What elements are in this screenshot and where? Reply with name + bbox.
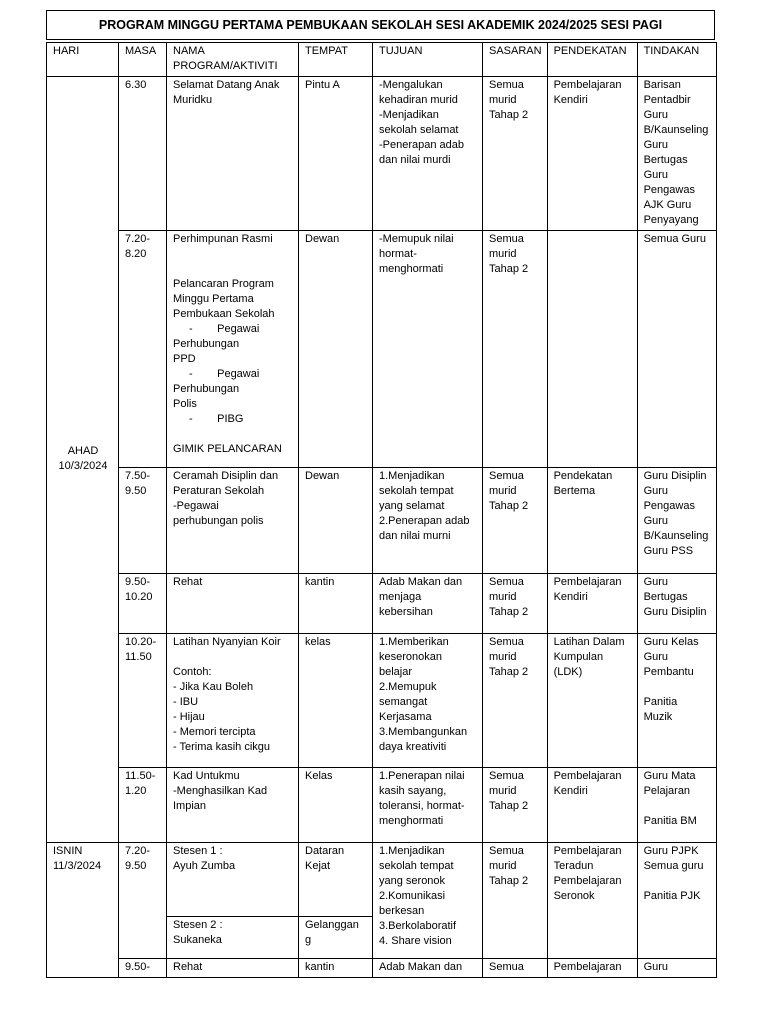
cell-sasaran <box>483 231 548 468</box>
cell-line: 1.Menjadikan <box>379 470 445 482</box>
cell-pendekatan <box>547 634 637 768</box>
cell-tempat <box>299 468 373 574</box>
cell-line: Guru PSS <box>643 545 694 557</box>
cell-line: Kelas <box>305 770 333 782</box>
header-row <box>47 43 717 77</box>
cell-pendekatan <box>547 468 637 574</box>
cell-line: menghormati <box>379 263 444 275</box>
cell-tindakan <box>637 768 716 843</box>
cell-line: 10.20- <box>125 636 157 648</box>
cell-line: Semua Guru <box>643 233 706 245</box>
cell-line: Guru <box>643 515 669 527</box>
cell-line: Pelancaran Program <box>173 278 274 290</box>
cell-tempat <box>299 634 373 768</box>
cell-line: Pelajaran <box>643 785 691 797</box>
cell-nama <box>167 468 299 574</box>
cell-line: Minggu Pertama <box>173 293 254 305</box>
cell-line: Muridku <box>173 94 213 106</box>
cell-line: kasih sayang, <box>379 785 447 797</box>
cell-line: daya kreativiti <box>379 741 447 753</box>
cell-line: Kendiri <box>553 591 588 603</box>
header-sasaran: SASARAN <box>483 43 548 77</box>
cell-pendekatan <box>547 77 637 231</box>
cell-masa <box>119 77 167 231</box>
cell-line: Pembelajaran <box>553 770 622 782</box>
cell-line: 3.Berkolaboratif <box>379 920 457 932</box>
cell-line <box>173 262 293 277</box>
cell-line: 10.20 <box>125 591 153 603</box>
cell-line <box>644 680 711 695</box>
cell-line: - IBU <box>173 696 199 708</box>
cell-line: Dewan <box>305 233 340 245</box>
cell-line: 7.20- <box>125 233 151 245</box>
table-row <box>47 468 717 574</box>
cell-line: 2.Memupuk <box>379 681 437 693</box>
cell-nama <box>167 77 299 231</box>
cell-line: 4. Share vision <box>379 935 452 947</box>
cell-line: Semua <box>489 233 524 245</box>
cell-line: - PIBG <box>189 413 244 425</box>
cell-line: Teradun <box>553 860 594 872</box>
cell-pendekatan <box>547 574 637 634</box>
cell-tindakan <box>637 843 716 959</box>
cell-line: Pembelajaran <box>553 79 622 91</box>
cell-line: murid <box>489 591 517 603</box>
cell-sasaran <box>483 843 548 959</box>
cell-line: 2.Komunikasi <box>379 890 446 902</box>
cell-line: kantin <box>305 576 335 588</box>
cell-line: Adab Makan dan <box>379 576 463 588</box>
cell-line: Adab Makan dan <box>379 961 463 973</box>
cell-masa <box>119 843 167 959</box>
cell-line: perhubungan polis <box>173 515 264 527</box>
cell-line: Kendiri <box>553 94 588 106</box>
cell-line: Semua <box>489 79 524 91</box>
table-row <box>47 634 717 768</box>
cell-line: Semua <box>489 845 524 857</box>
cell-line: Latihan Nyanyian Koir <box>173 636 281 648</box>
cell-line: Perhubungan <box>173 338 240 350</box>
cell-line: Stesen 2 : <box>173 919 223 931</box>
cell-line: murid <box>489 485 517 497</box>
cell-line: Dewan <box>305 470 340 482</box>
cell-line: 7.20- <box>125 845 151 857</box>
header-nama: NAMA PROGRAM/AKTIVITI <box>167 43 299 77</box>
cell-line: Guru <box>643 576 669 588</box>
cell-masa <box>119 574 167 634</box>
cell-line: keseronokan <box>379 651 442 663</box>
header-tempat: TEMPAT <box>299 43 373 77</box>
cell-line: Panitia PJK <box>643 890 701 902</box>
cell-line: Barisan <box>643 79 681 91</box>
day-cell-ahad: AHAD 10/3/2024 <box>47 77 119 843</box>
cell-line <box>173 247 293 262</box>
cell-line: 11.50 <box>125 651 152 663</box>
cell-line: yang seronok <box>379 875 446 887</box>
cell-line: -Penerapan adab <box>379 139 465 151</box>
cell-line: Pembelajaran <box>553 576 622 588</box>
cell-line: Stesen 1 : <box>173 845 223 857</box>
cell-line: 1.Menjadikan <box>379 845 445 857</box>
cell-line: Guru Mata <box>643 770 696 782</box>
cell-line: PPD <box>173 353 196 365</box>
document-title: PROGRAM MINGGU PERTAMA PEMBUKAAN SEKOLAH SESI AKADEMIK 2024/2025 SESI PAGI <box>46 10 715 40</box>
cell-line: Bertugas <box>643 154 688 166</box>
cell-tujuan <box>373 634 483 768</box>
cell-nama <box>167 574 299 634</box>
cell-line: Guru <box>643 651 669 663</box>
cell-line <box>173 427 293 442</box>
cell-line: Polis <box>173 398 197 410</box>
cell-line: Tahap 2 <box>489 666 529 678</box>
cell-line: Panitia BM <box>643 815 697 827</box>
cell-tempat-stesen-1 <box>299 843 373 917</box>
cell-tujuan <box>373 231 483 468</box>
cell-line: 9.50- <box>125 576 151 588</box>
cell-tempat-stesen-2 <box>299 917 373 959</box>
cell-line: Semua <box>489 576 524 588</box>
cell-line: 1.20 <box>125 785 147 797</box>
cell-line: 6.30 <box>125 79 147 91</box>
cell-line: kelas <box>305 636 331 648</box>
cell-line: Kendiri <box>553 785 588 797</box>
cell-line: menghormati <box>379 815 444 827</box>
cell-line: Pembantu <box>643 666 694 678</box>
cell-line: Pembelajaran <box>553 961 622 973</box>
cell-line: Semua <box>489 470 524 482</box>
cell-line: GIMIK PELANCARAN <box>173 443 282 455</box>
cell-line: Pembelajaran <box>553 875 622 887</box>
cell-sasaran <box>483 468 548 574</box>
cell-tujuan <box>373 768 483 843</box>
cell-tujuan <box>373 574 483 634</box>
cell-line: B/Kaunseling <box>643 124 709 136</box>
cell-line: -Pegawai <box>173 500 219 512</box>
cell-tindakan <box>637 468 716 574</box>
cell-line: toleransi, hormat- <box>379 800 465 812</box>
cell-line: Guru <box>643 961 669 973</box>
cell-line: sekolah tempat <box>379 485 454 497</box>
cell-line: murid <box>489 785 517 797</box>
cell-line: dan nilai murdi <box>379 154 451 166</box>
cell-tempat <box>299 231 373 468</box>
cell-line: yang selamat <box>379 500 445 512</box>
header-tujuan: TUJUAN <box>373 43 483 77</box>
cell-line: Guru <box>643 485 669 497</box>
cell-line: Semua <box>489 961 524 973</box>
cell-line: Pentadbir <box>643 94 691 106</box>
cell-tempat <box>299 768 373 843</box>
cell-line: B/Kaunseling <box>643 530 709 542</box>
cell-nama <box>167 634 299 768</box>
cell-line: Kumpulan <box>553 651 604 663</box>
cell-pendekatan <box>547 768 637 843</box>
cell-pendekatan <box>547 231 637 468</box>
cell-sasaran <box>483 959 548 978</box>
cell-line: Semua guru <box>643 860 704 872</box>
cell-line: 1.Memberikan <box>379 636 449 648</box>
cell-line: murid <box>489 651 517 663</box>
cell-line: murid <box>489 94 517 106</box>
cell-line: Sukaneka <box>173 934 222 946</box>
cell-line: Kad Untukmu <box>173 770 240 782</box>
cell-nama-stesen-1 <box>167 843 299 917</box>
cell-line: Penyayang <box>643 214 699 226</box>
cell-line: -Mengalukan <box>379 79 443 91</box>
cell-sasaran <box>483 77 548 231</box>
cell-tempat <box>299 574 373 634</box>
cell-tindakan <box>637 959 716 978</box>
program-table <box>46 42 717 978</box>
cell-line: Perhimpunan Rasmi <box>173 233 273 245</box>
cell-line: 3.Membangunkan <box>379 726 468 738</box>
cell-line: Muzik <box>643 711 673 723</box>
cell-tujuan <box>373 843 483 959</box>
cell-line: Guru Disiplin <box>643 606 707 618</box>
cell-line: murid <box>489 248 517 260</box>
cell-line: 7.50- <box>125 470 151 482</box>
cell-line: Guru <box>643 169 669 181</box>
cell-line: 9.50 <box>125 860 147 872</box>
table-row <box>47 768 717 843</box>
cell-line: -Menjadikan <box>379 109 439 121</box>
cell-tindakan <box>637 231 716 468</box>
cell-line <box>644 874 711 889</box>
cell-line <box>644 799 711 814</box>
cell-tujuan <box>373 468 483 574</box>
cell-line: Ceramah Disiplin dan <box>173 470 279 482</box>
cell-sasaran <box>483 634 548 768</box>
cell-line: kebersihan <box>379 606 433 618</box>
cell-line: Guru Disiplin <box>643 470 707 482</box>
table-row <box>47 574 717 634</box>
cell-line: sekolah selamat <box>379 124 459 136</box>
cell-nama <box>167 231 299 468</box>
cell-tempat <box>299 77 373 231</box>
cell-masa <box>119 634 167 768</box>
cell-line: Guru <box>643 139 669 151</box>
cell-line: Tahap 2 <box>489 875 529 887</box>
cell-line: Gelanggan <box>305 919 359 931</box>
cell-pendekatan <box>547 959 637 978</box>
cell-line: Latihan Dalam <box>553 636 625 648</box>
cell-line: 8.20 <box>125 248 147 260</box>
cell-tujuan <box>373 959 483 978</box>
cell-tempat <box>299 959 373 978</box>
cell-line: - Memori tercipta <box>173 726 256 738</box>
cell-line: Guru Kelas <box>643 636 699 648</box>
cell-sasaran <box>483 574 548 634</box>
cell-line: Pembukaan Sekolah <box>173 308 275 320</box>
cell-line: semangat <box>379 696 428 708</box>
cell-line: - Hijau <box>173 711 205 723</box>
cell-line: Pengawas <box>643 500 695 512</box>
cell-line: Panitia <box>643 696 678 708</box>
cell-nama <box>167 959 299 978</box>
cell-masa <box>119 959 167 978</box>
cell-masa <box>119 231 167 468</box>
cell-line: Tahap 2 <box>489 606 529 618</box>
cell-line: Selamat Datang Anak <box>173 79 280 91</box>
cell-line: Tahap 2 <box>489 500 529 512</box>
cell-pendekatan <box>547 843 637 959</box>
table-row <box>47 843 717 917</box>
cell-nama <box>167 768 299 843</box>
cell-line: - Pegawai <box>189 323 260 335</box>
table-row <box>47 231 717 468</box>
cell-line: 2.Penerapan adab <box>379 515 470 527</box>
header-tindakan: TINDAKAN <box>637 43 716 77</box>
cell-line: Ayuh Zumba <box>173 860 236 872</box>
cell-line: Bertema <box>553 485 596 497</box>
cell-line: kantin <box>305 961 335 973</box>
cell-line: g <box>305 934 312 946</box>
cell-line: 11.50- <box>125 770 156 782</box>
cell-tujuan <box>373 77 483 231</box>
cell-line: Peraturan Sekolah <box>173 485 265 497</box>
cell-line: - Jika Kau Boleh <box>173 681 254 693</box>
cell-masa <box>119 768 167 843</box>
cell-line: Pengawas <box>643 184 695 196</box>
cell-line: 9.50- <box>125 961 151 973</box>
cell-line: sekolah tempat <box>379 860 454 872</box>
cell-line: belajar <box>379 666 413 678</box>
cell-line: Guru PJPK <box>643 845 699 857</box>
header-hari: HARI <box>47 43 119 77</box>
cell-line: Tahap 2 <box>489 263 529 275</box>
cell-line: Kerjasama <box>379 711 432 723</box>
cell-line: Seronok <box>553 890 595 902</box>
cell-line: Rehat <box>173 576 203 588</box>
cell-line: Rehat <box>173 961 203 973</box>
day-cell-isnin: ISNIN 11/3/2024 <box>47 843 119 978</box>
cell-line: 9.50 <box>125 485 147 497</box>
cell-line: Kejat <box>305 860 331 872</box>
cell-line: Semua <box>489 636 524 648</box>
cell-line: - Pegawai <box>189 368 260 380</box>
cell-line: Semua <box>489 770 524 782</box>
cell-line: -Memupuk nilai <box>379 233 454 245</box>
cell-masa <box>119 468 167 574</box>
cell-line: dan nilai murni <box>379 530 451 542</box>
header-pendekatan: PENDEKATAN <box>547 43 637 77</box>
cell-line: AJK Guru <box>643 199 692 211</box>
cell-line: murid <box>489 860 517 872</box>
cell-line: Tahap 2 <box>489 109 529 121</box>
cell-line: Impian <box>173 800 207 812</box>
cell-line <box>173 650 293 665</box>
cell-line: hormat- <box>379 248 417 260</box>
cell-nama-stesen-2 <box>167 917 299 959</box>
table-row <box>47 959 717 978</box>
cell-line: Bertugas <box>643 591 688 603</box>
cell-line: -Menghasilkan Kad <box>173 785 268 797</box>
cell-sasaran <box>483 768 548 843</box>
header-masa: MASA <box>119 43 167 77</box>
cell-tindakan <box>637 634 716 768</box>
cell-line: berkesan <box>379 905 425 917</box>
cell-line: Pendekatan <box>553 470 613 482</box>
cell-line: Perhubungan <box>173 383 240 395</box>
cell-line: - Terima kasih cikgu <box>173 741 270 753</box>
cell-line: Tahap 2 <box>489 800 529 812</box>
cell-line: 1.Penerapan nilai <box>379 770 465 782</box>
cell-line: menjaga <box>379 591 422 603</box>
cell-line: Guru <box>643 109 669 121</box>
table-row <box>47 77 717 231</box>
cell-tindakan <box>637 77 716 231</box>
cell-line: Dataran <box>305 845 345 857</box>
cell-line: Contoh: <box>173 666 212 678</box>
cell-line: Pembelajaran <box>553 845 622 857</box>
cell-line: (LDK) <box>553 666 583 678</box>
cell-line: kehadiran murid <box>379 94 458 106</box>
cell-line: Pintu A <box>305 79 340 91</box>
cell-tindakan <box>637 574 716 634</box>
